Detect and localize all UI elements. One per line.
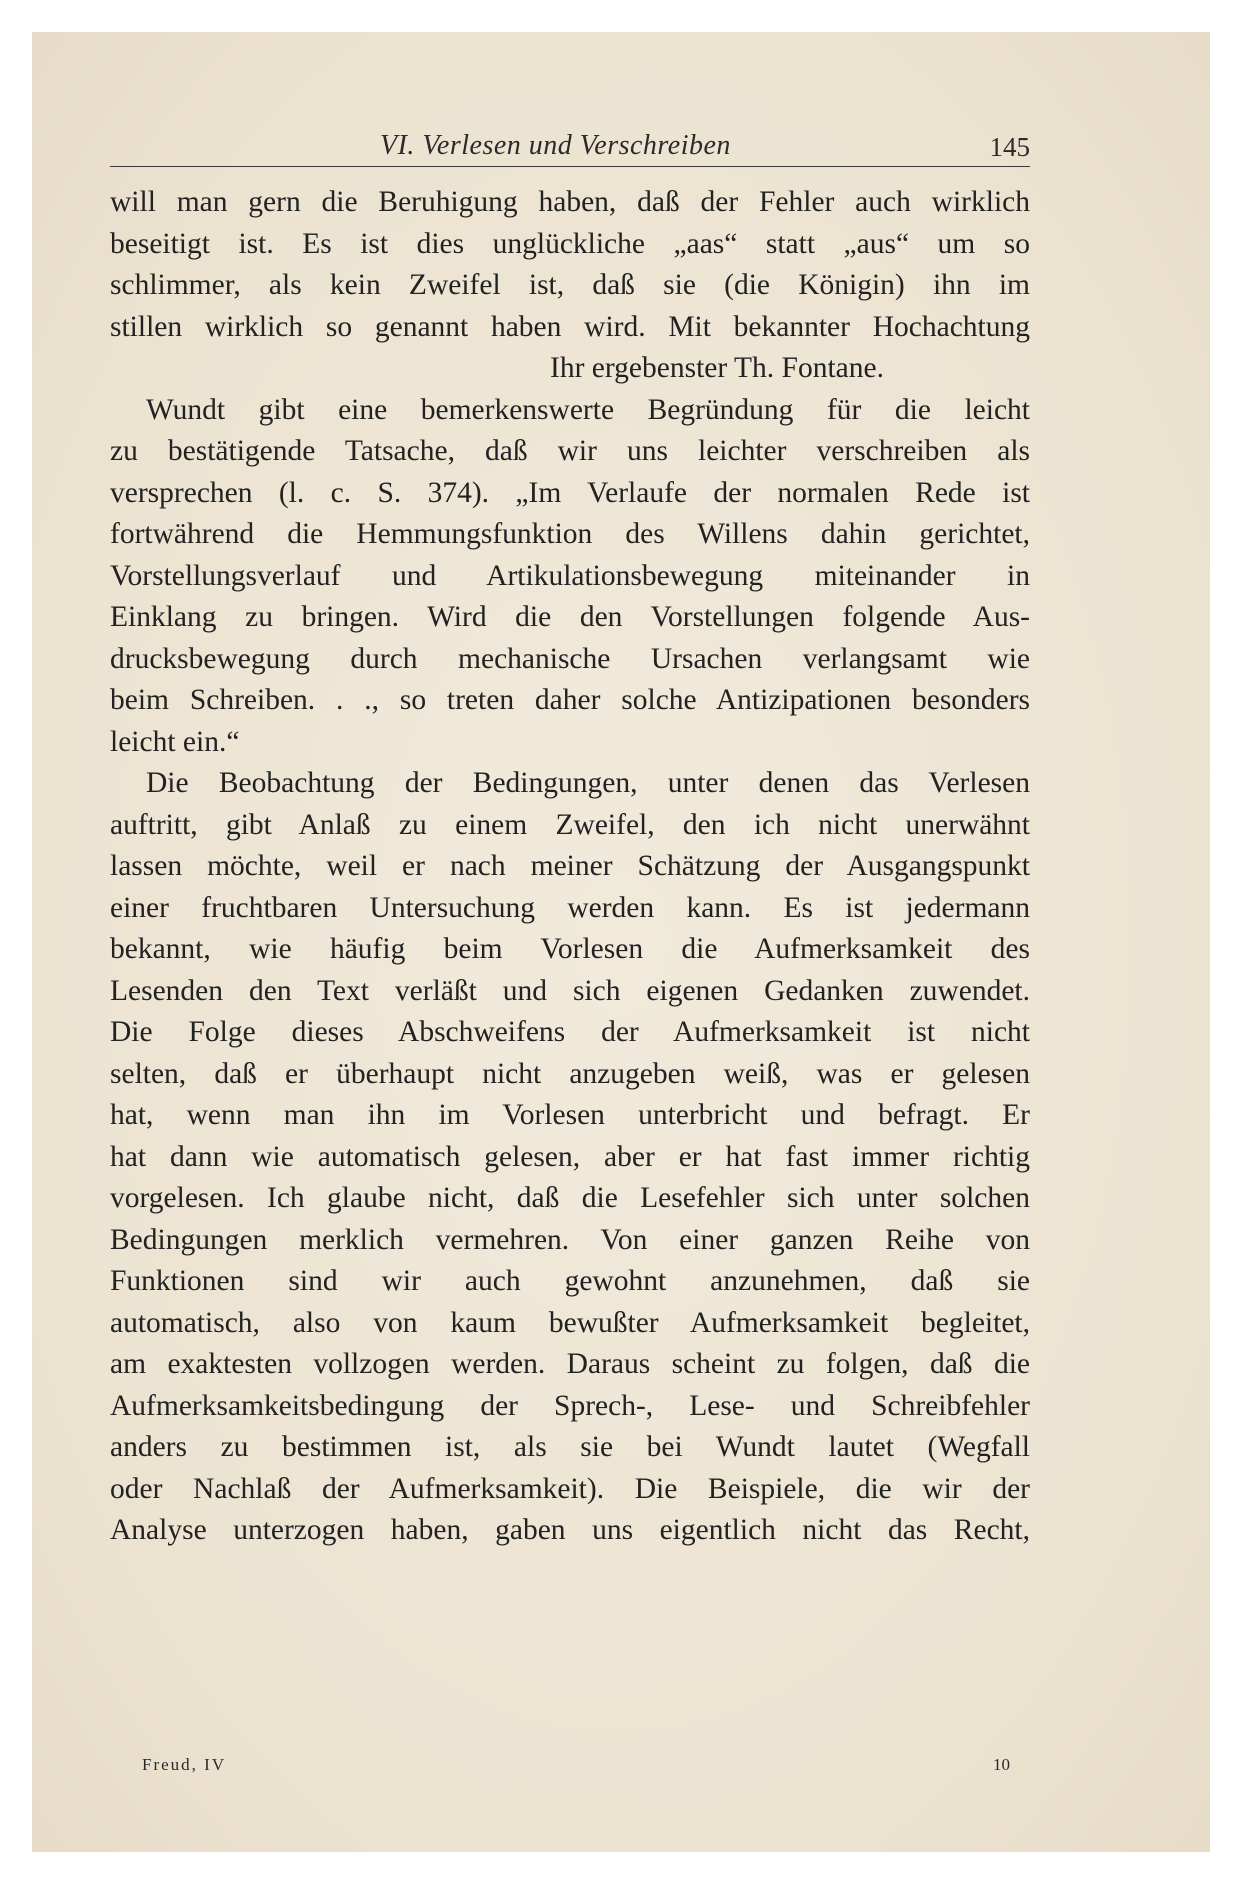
text-line: einer fruchtbaren Untersuchung werden kann. Es ist jedermann <box>110 891 1030 924</box>
text-line: vorgelesen. Ich glaube nicht, daß die Lesefehler sich unter solchen <box>110 1182 1030 1214</box>
text-line: zu bestätigende Tatsache, daß wir uns leichter verschreiben als <box>110 435 1030 467</box>
text-line: beim Schreiben. . ., so treten daher solche Antizipationen besonders <box>110 684 1030 716</box>
signature-mark: Freud, IV <box>142 1755 227 1774</box>
text-line: hat, wenn man ihn im Vorlesen unterbricht und befragt. Er <box>110 1099 1030 1131</box>
sheet-number: 10 <box>993 1755 1010 1774</box>
text-line: versprechen (l. c. S. 374). „Im Verlaufe der normalen Rede ist <box>110 476 1030 509</box>
text-line: automatisch, also von kaum bewußter Aufmerksamkeit begleitet, <box>110 1306 1030 1339</box>
text-line: hat dann wie automatisch gelesen, aber er hat fast immer richtig <box>110 1140 1030 1173</box>
text-line: oder Nachlaß der Aufmerksamkeit). Die Beispiele, die wir der <box>110 1472 1030 1505</box>
text-line: Wundt gibt eine bemerkenswerte Begründung für die leicht <box>146 393 1030 426</box>
body-text <box>110 182 1030 1552</box>
text-line: drucksbewegung durch mechanische Ursachen verlangsamt wie <box>110 642 1030 675</box>
text-line: lassen möchte, weil er nach meiner Schätzung der Ausgangspunkt <box>110 850 1030 882</box>
text-line: schlimmer, als kein Zweifel ist, daß sie (die Königin) ihn im <box>110 269 1030 301</box>
running-header <box>110 128 1030 167</box>
text-line: bekannt, wie häufig beim Vorlesen die Aufmerksamkeit des <box>110 933 1030 965</box>
text-line: Analyse unterzogen haben, gaben uns eigentlich nicht das Recht, <box>110 1514 1030 1546</box>
text-line: leicht ein.“ <box>110 725 240 758</box>
text-line: Bedingungen merklich vermehren. Von einer ganzen Reihe von <box>110 1223 1030 1256</box>
text-line: am exaktesten vollzogen werden. Daraus scheint zu folgen, daß die <box>110 1348 1030 1380</box>
text-line: will man gern die Beruhigung haben, daß der Fehler auch wirklich <box>110 186 1030 218</box>
letter-signature: Ihr ergebenster Th. Fontane. <box>550 352 884 384</box>
text-line: fortwährend die Hemmungsfunktion des Willens dahin gerichtet, <box>110 518 1030 550</box>
text-line: auftritt, gibt Anlaß zu einem Zweifel, den ich nicht unerwähnt <box>110 808 1030 841</box>
text-line: Funktionen sind wir auch gewohnt anzunehmen, daß sie <box>110 1265 1030 1297</box>
text-line: beseitigt ist. Es ist dies unglückliche „aas“ statt „aus“ um so <box>110 227 1030 260</box>
text-line: Die Beobachtung der Bedingungen, unter denen das Verlesen <box>146 767 1030 799</box>
text-line: Lesenden den Text verläßt und sich eigenen Gedanken zuwendet. <box>110 974 1030 1007</box>
text-line: Vorstellungsverlauf und Artikulationsbewegung miteinander in <box>110 559 1030 592</box>
text-line: anders zu bestimmen ist, als sie bei Wundt lautet (Wegfall <box>110 1431 1030 1463</box>
page-number: 145 <box>989 132 1030 162</box>
text-line: stillen wirklich so genannt haben wird. Mit bekannter Hochachtung <box>110 310 1030 343</box>
text-line: selten, daß er überhaupt nicht anzugeben weiß, was er gelesen <box>110 1057 1030 1090</box>
text-line: Einklang zu bringen. Wird die den Vorstellungen folgende Aus- <box>110 601 1030 633</box>
chapter-title: VI. Verlesen und Verschreiben <box>380 130 731 161</box>
text-line: Aufmerksamkeitsbedingung der Sprech-, Lese- und Schreibfehler <box>110 1389 1030 1422</box>
text-line: Die Folge dieses Abschweifens der Aufmerksamkeit ist nicht <box>110 1016 1030 1048</box>
